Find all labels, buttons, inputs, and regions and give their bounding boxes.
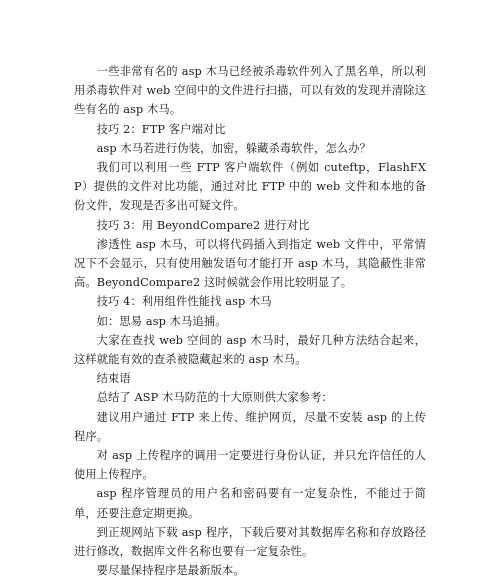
paragraph-disguise-question: asp 木马若进行伪装，加密，躲藏杀毒软件，怎么办？ xyxy=(96,141,372,155)
paragraph-rule-download: 到正规网站下载 asp 程序，下载后要对其数据库名称和存放路径进行修改，数据库文件名称也要有一定复杂性。 xyxy=(74,525,426,559)
paragraph-rule-password: asp 程序管理员的用户名和密码要有一定复杂性，不能过于简单，还要注意定期更换。 xyxy=(74,487,426,520)
paragraph-rule-ftp-upload: 建议用户通过 FTP 来上传、维护网页，尽量不安装 asp 的上传程序。 xyxy=(74,410,426,443)
paragraph-antivirus-scan: 一些非常有名的 asp 木马已经被杀毒软件列入了黑名单，所以利用杀毒软件对 web 空间中的文件进行扫描，可以有效的发现并清除这些有名的 asp 木马。 xyxy=(74,65,426,117)
paragraph-beyondcompare: 渗透性 asp 木马，可以将代码插入到指定 web 文件中，平常情况下不会显示，只有使用触发语句才能打开 asp 木马，其隐蔽性非常高。BeyondCompare2 这时候就会作用比较明显了。 xyxy=(74,237,426,290)
paragraph-rule-authentication: 对 asp 上传程序的调用一定要进行身份认证，并只允许信任的人使用上传程序。 xyxy=(74,449,426,482)
paragraph-combine-methods: 大家在查找 web 空间的 asp 木马时，最好几种方法结合起来，这样就能有效的查杀被隐藏起来的 asp 木马。 xyxy=(74,333,426,367)
paragraph-rule-latest-version: 要尽量保持程序是最新版本。 xyxy=(96,564,245,578)
heading-tip-4: 技巧 4：利用组件性能找 asp 木马 xyxy=(96,295,272,309)
heading-tip-3: 技巧 3：用 BeyondCompare2 进行对比 xyxy=(96,218,310,232)
heading-conclusion: 结束语 xyxy=(96,372,131,386)
document-body xyxy=(74,62,426,580)
paragraph-example: 如：思易 asp 木马追捕。 xyxy=(96,314,227,328)
paragraph-summary: 总结了 ASP 木马防范的十大原则供大家参考： xyxy=(96,391,333,405)
paragraph-ftp-compare: 我们可以利用一些 FTP 客户端软件（例如 cuteftp，FlashFXP）提供的文件对比功能，通过对比 FTP 中的 web 文件和本地的备份文件，发现是否多出可疑文件。 xyxy=(74,161,426,213)
heading-tip-2: 技巧 2：FTP 客户端对比 xyxy=(96,122,226,136)
